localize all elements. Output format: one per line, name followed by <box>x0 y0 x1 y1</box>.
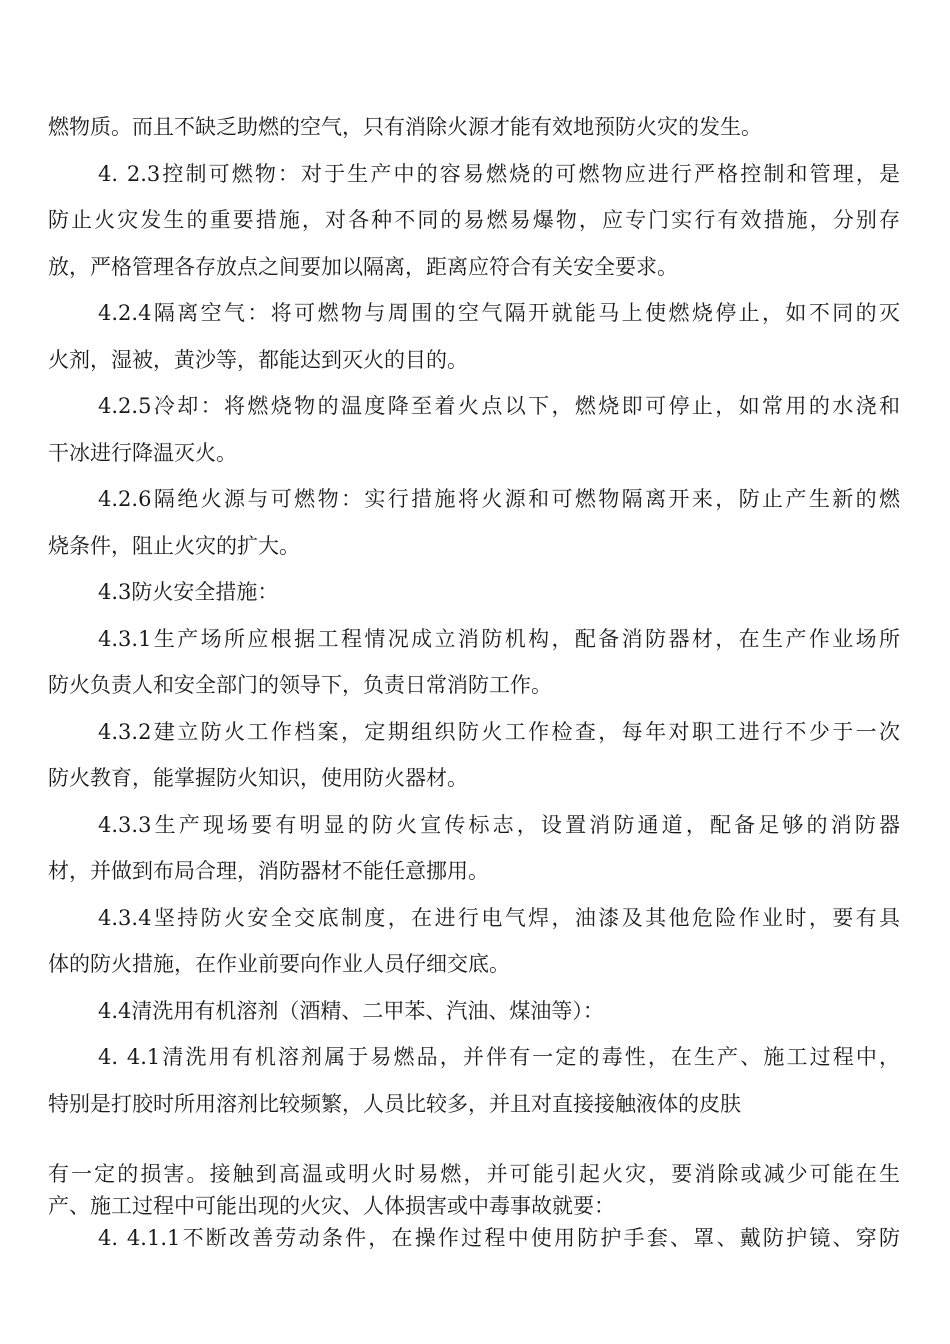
paragraph-intro-tail <box>48 112 900 142</box>
text-line: 火剂，湿被，黄沙等，都能达到灭火的目的。 <box>48 347 468 372</box>
text-line: 4.4清洗用有机溶剂（酒精、二甲苯、汽油、煤油等）： <box>98 998 604 1023</box>
text-line: 4.3.4坚持防火安全交底制度，在进行电气焊，油漆及其他危险作业时，要有具 <box>98 905 900 930</box>
paragraph-4-4-1-continued <box>48 1159 900 1221</box>
text-line: 干冰进行降温灭火。 <box>48 440 237 465</box>
text-line: 4. 2.3控制可燃物：对于生产中的容易燃烧的可燃物应进行严格控制和管理，是 <box>98 161 900 186</box>
text-line: 4.3防火安全措施： <box>98 580 279 604</box>
text-line: 防止火灾发生的重要措施，对各种不同的易燃易爆物，应专门实行有效措施，分别存 <box>48 208 900 232</box>
text-line: 4.2.4隔离空气：将可燃物与周围的空气隔开就能马上使燃烧停止，如不同的灭 <box>98 301 900 325</box>
paragraph-4-3-1 <box>48 624 900 701</box>
section-heading-4-4 <box>48 996 900 1026</box>
text-line: 材，并做到布局合理，消防器材不能任意挪用。 <box>48 859 489 883</box>
text-line: 产、施工过程中可能出现的火灾、人体损害或中毒事故就要： <box>48 1193 615 1218</box>
paragraph-4-2-4 <box>48 298 900 375</box>
text-line: 燃物质。而且不缺乏助燃的空气，只有消除火源才能有效地预防火灾的发生。 <box>48 115 762 139</box>
paragraph-4-2-3 <box>48 159 900 282</box>
text-line: 特别是打胶时所用溶剂比较频繁，人员比较多，并且对直接接触液体的皮肤 <box>48 1091 741 1116</box>
paragraph-4-3-2 <box>48 717 900 794</box>
text-line: 有一定的损害。接触到高温或明火时易燃，并可能引起火灾，要消除或减少可能在生 <box>48 1161 900 1186</box>
paragraph-4-4-1-1 <box>48 1223 900 1253</box>
paragraph-4-3-3 <box>48 810 900 887</box>
text-line: 烧条件，阻止火灾的扩大。 <box>48 533 300 558</box>
paragraph-4-2-5 <box>48 391 900 468</box>
text-line: 4. 4.1.1不断改善劳动条件，在操作过程中使用防护手套、罩、戴防护镜、穿防 <box>98 1225 900 1250</box>
paragraph-4-3-4 <box>48 903 900 980</box>
text-line: 4.3.2建立防火工作档案，定期组织防火工作检查，每年对职工进行不少于一次 <box>98 719 900 744</box>
text-line: 4.3.3生产现场要有明显的防火宣传标志，设置消防通道，配备足够的消防器 <box>98 812 900 837</box>
text-line: 4.2.5冷却：将燃烧物的温度降至着火点以下，燃烧即可停止，如常用的水浇和 <box>98 394 900 418</box>
text-line: 放，严格管理各存放点之间要加以隔离，距离应符合有关安全要求。 <box>48 254 678 279</box>
paragraph-4-4-1 <box>48 1042 900 1119</box>
text-line: 体的防火措施，在作业前要向作业人员仔细交底。 <box>48 952 510 976</box>
text-line: 4. 4.1清洗用有机溶剂属于易燃品，并伴有一定的毒性，在生产、施工过程中， <box>98 1045 900 1069</box>
text-line: 4.3.1生产场所应根据工程情况成立消防机构，配备消防器材，在生产作业场所 <box>98 626 900 651</box>
document-page <box>48 112 900 1253</box>
text-line: 防火负责人和安全部门的领导下，负责日常消防工作。 <box>48 673 552 697</box>
section-heading-4-3 <box>48 577 900 607</box>
paragraph-4-2-6 <box>48 484 900 561</box>
text-line: 防火教育，能掌握防火知识，使用防火器材。 <box>48 766 468 790</box>
text-line: 4.2.6隔绝火源与可燃物：实行措施将火源和可燃物隔离开来，防止产生新的燃 <box>98 487 900 511</box>
